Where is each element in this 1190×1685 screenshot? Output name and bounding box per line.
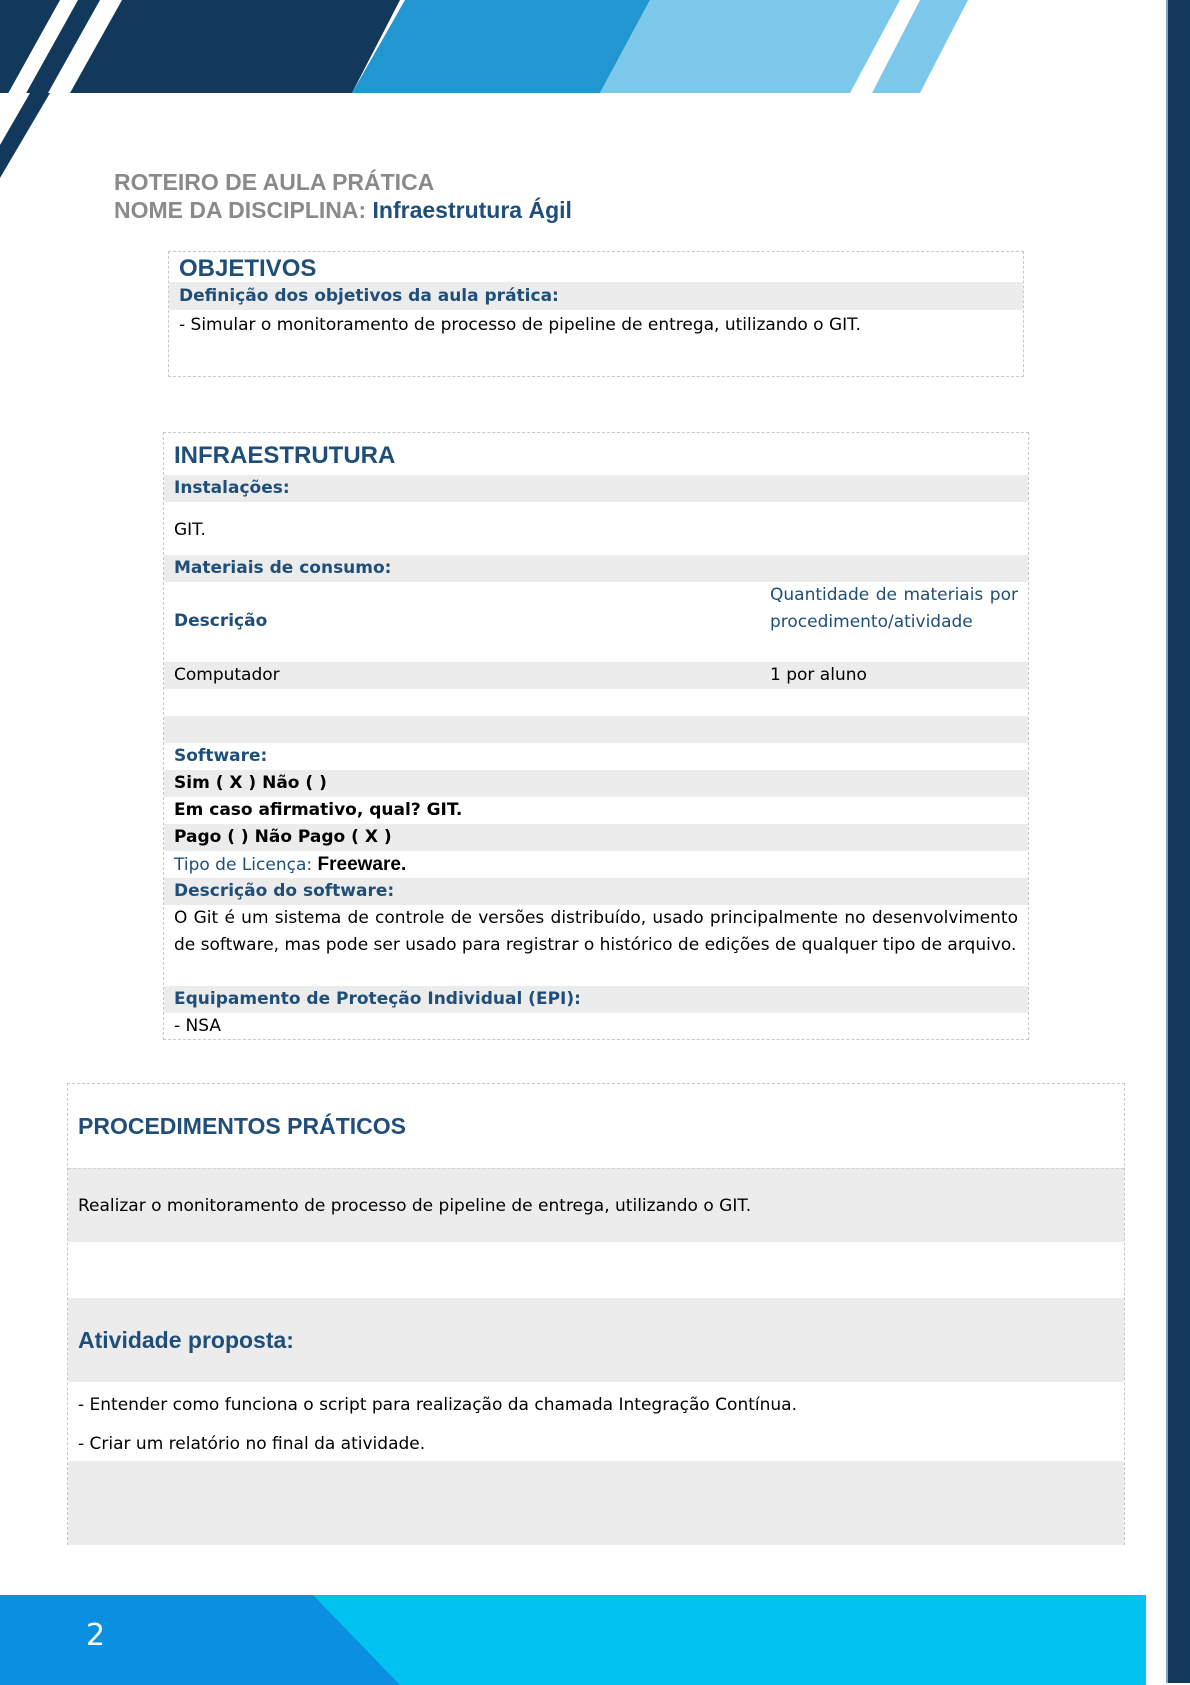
software-description: O Git é um sistema de controle de versões distribuído, usado principalmente no desenvolvimento de software, mas pode ser usado para registrar o histórico de edições de qualquer tipo de arquivo.: [174, 908, 1018, 955]
material-row: [164, 662, 1028, 689]
objetivos-title: OBJETIVOS: [179, 255, 317, 282]
right-edge-bar: [1168, 0, 1190, 1683]
procedimentos-spacer: [68, 1242, 1124, 1298]
materials-header-row: [164, 582, 1028, 662]
empty-row: [164, 716, 1028, 743]
activity-empty-area: [68, 1461, 1124, 1545]
activity-item: - Entender como funciona o script para realização da chamada Integração Contínua.: [78, 1395, 797, 1415]
license-row: [164, 851, 1028, 878]
col-quantity-header: Quantidade de materiais por procedimento/atividade: [770, 585, 1018, 632]
license-value: Freeware.: [317, 854, 407, 875]
material-quantity: 1 por aluno: [770, 665, 867, 685]
epi-label: Equipamento de Proteção Individual (EPI):: [164, 986, 1028, 1013]
procedimentos-title: PROCEDIMENTOS PRÁTICOS: [78, 1113, 406, 1139]
procedimentos-text: Realizar o monitoramento de processo de pipeline de entrega, utilizando o GIT.: [68, 1168, 1124, 1242]
software-sim-nao: Sim ( X ) Não ( ): [164, 770, 1028, 797]
software-qual: Em caso afirmativo, qual? GIT.: [174, 800, 463, 820]
epi-value: - NSA: [174, 1016, 221, 1036]
document-title: ROTEIRO DE AULA PRÁTICA: [114, 169, 435, 195]
objetivos-section: [168, 251, 1024, 377]
footer-banner: [0, 1595, 1190, 1685]
col-description-header: Descrição: [174, 611, 268, 631]
objetivos-subtitle: Definição dos objetivos da aula prática:: [169, 282, 1023, 310]
infraestrutura-section: [163, 432, 1029, 1040]
banner-light-stripe: [600, 0, 900, 93]
discipline-label: NOME DA DISCIPLINA:: [114, 197, 373, 223]
page-number: 2: [86, 1618, 106, 1653]
discipline-line: [114, 196, 572, 224]
software-desc-label: Descrição do software:: [164, 878, 1028, 905]
header-banner: [0, 0, 1190, 180]
infra-title: INFRAESTRUTURA: [174, 442, 396, 469]
procedimentos-section: [67, 1083, 1125, 1545]
installations-value: GIT.: [174, 520, 206, 540]
license-label: Tipo de Licença:: [174, 855, 318, 875]
materials-label: Materiais de consumo:: [164, 555, 1028, 582]
software-pago: Pago ( ) Não Pago ( X ): [164, 824, 1028, 851]
objetivos-text: - Simular o monitoramento de processo de pipeline de entrega, utilizando o GIT.: [179, 315, 861, 335]
banner-blue-stripe: [352, 0, 650, 93]
software-label: Software:: [174, 746, 268, 766]
installations-label: Instalações:: [164, 475, 1028, 502]
activity-item: - Criar um relatório no final da atividade.: [78, 1434, 426, 1454]
material-item: Computador: [174, 665, 280, 685]
activity-title: Atividade proposta:: [68, 1298, 1124, 1382]
discipline-name: Infraestrutura Ágil: [372, 197, 572, 223]
document-heading: [114, 168, 572, 224]
